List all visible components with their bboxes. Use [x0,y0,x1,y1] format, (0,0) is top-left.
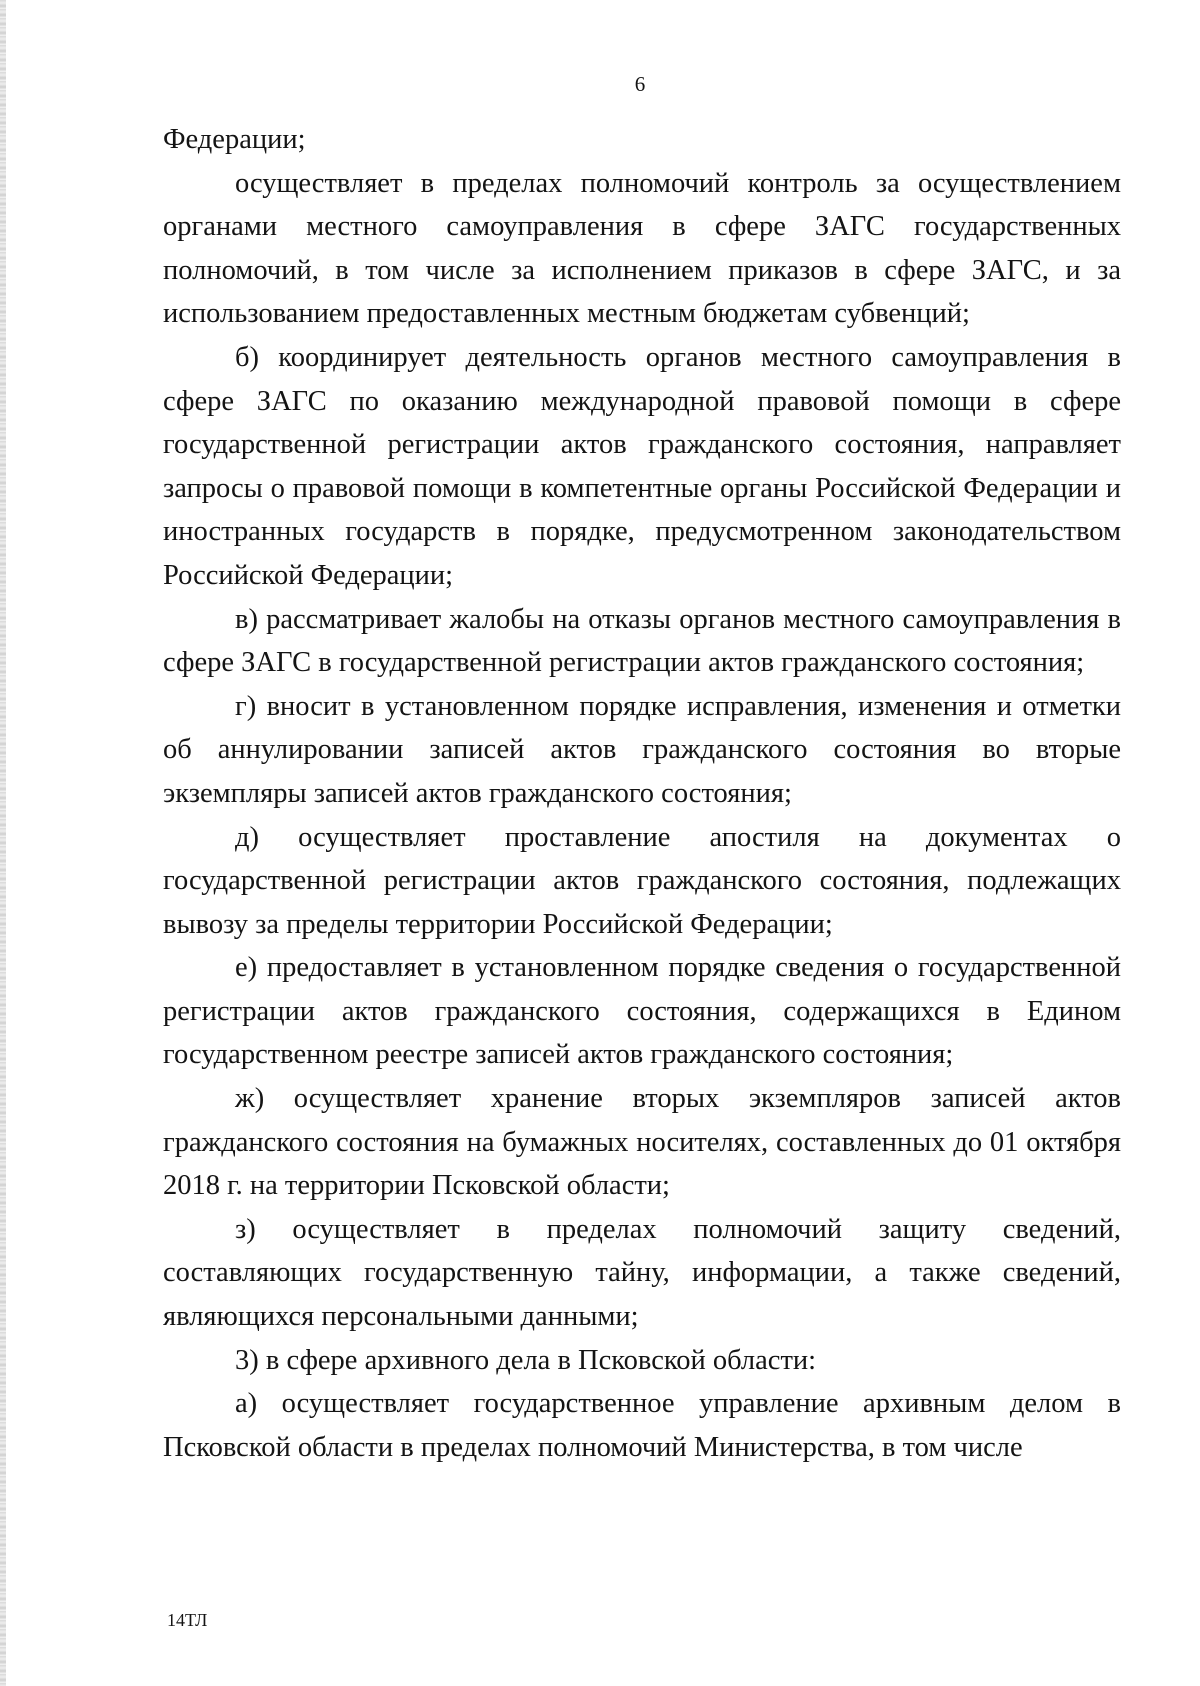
paragraph-item-e: е) предоставляет в установленном порядке сведения о государственной регистрации актов гражданского состояния, содержащихся в Едином государственном реестре записей актов гражданского состояния; [163,952,1121,1071]
scan-edge [0,0,6,1686]
paragraph-item-b: б) координирует деятельность органов местного самоуправления в сфере ЗАГС по оказанию международной правовой помощи в сфере государственной регистрации актов гражданского состояния, направляет запросы о правовой помощи в компетентные органы Российской Федерации и иностранных государств в порядке, предусмотренном законодательством Российской Федерации; [163,341,1121,591]
page-number: 6 [634,72,646,96]
paragraph-item-g: г) вносит в установленном порядке исправления, изменения и отметки об аннулировании записей актов гражданского состояния во вторые экземпляры записей актов гражданского состояния; [163,690,1121,809]
paragraph-item-zh: ж) осуществляет хранение вторых экземпляров записей актов гражданского состояния на бумажных носителях, составленных до 01 октября 2018 г. на территории Псковской области; [163,1083,1121,1202]
paragraph-control-powers: осуществляет в пределах полномочий контроль за осуществлением органами местного самоуправления в сфере ЗАГС государственных полномочий, в том числе за исполнением приказов в сфере ЗАГС, и за использованием предоставленных местным бюджетам субвенций; [163,167,1121,330]
paragraph-item-z: з) осуществляет в пределах полномочий защиту сведений, составляющих государственную тайну, информации, а также сведений, являющихся персональными данными; [163,1213,1121,1333]
document-body [163,118,1121,1469]
paragraph-section-archives: 3) в сфере архивного дела в Псковской области: [235,1344,817,1376]
paragraph-item-a: а) осуществляет государственное управление архивным делом в Псковской области в пределах полномочий Министерства, в том числе [163,1388,1121,1463]
paragraph-item-v: в) рассматривает жалобы на отказы органов местного самоуправления в сфере ЗАГС в государственной регистрации актов гражданского состояния; [163,603,1121,679]
footer-code: 14ТЛ [167,1610,208,1630]
paragraph-item-d: д) осуществляет проставление апостиля на документах о государственной регистрации актов гражданского состояния, подлежащих вывозу за пределы территории Российской Федерации; [163,821,1121,940]
paragraph-continuation: Федерации; [163,124,306,155]
